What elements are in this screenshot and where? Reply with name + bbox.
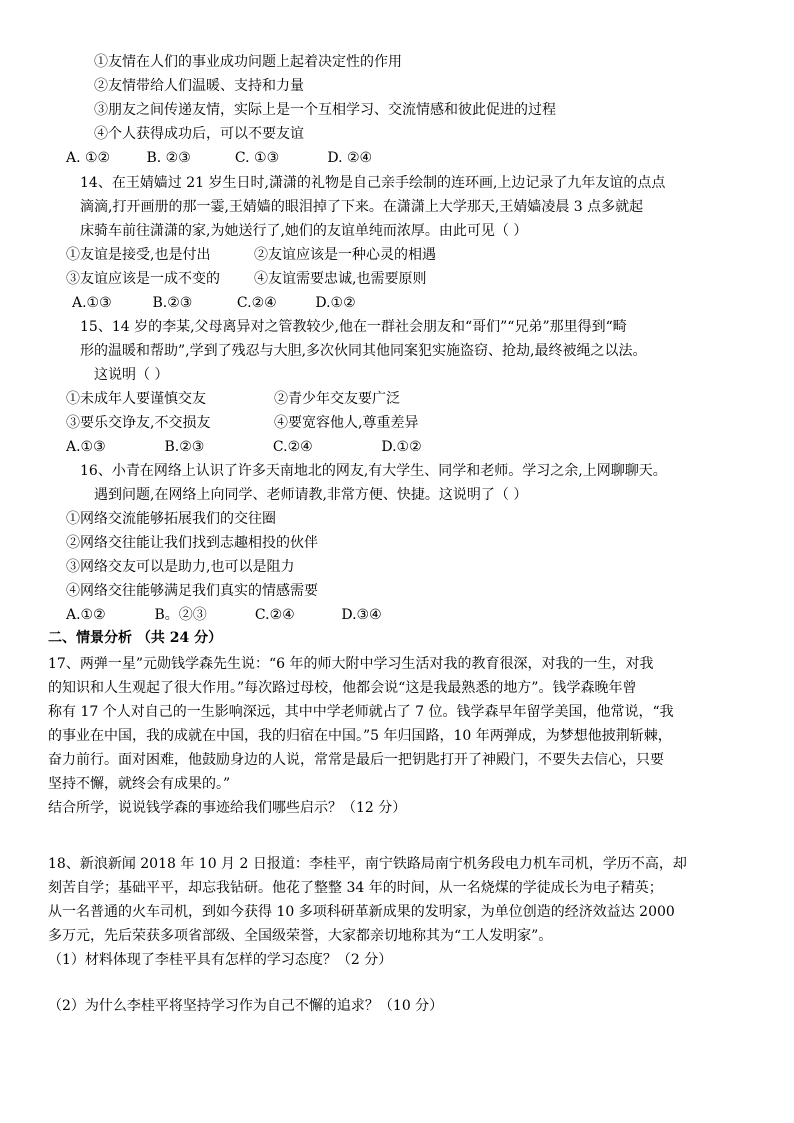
q16-stem-line-1: 16、小青在网络上认识了许多天南地北的网友,有大学生、同学和老师。学习之余,上网聊聊天。: [80, 463, 667, 479]
q15-statement-3: ③要乐交诤友,不交损友: [66, 415, 211, 431]
q17-line-5: 奋力前行。面对困难，他鼓励身边的人说，常常是最后一把钥匙打开了神殿门，不要失去信心，只要: [48, 752, 664, 768]
q17-line-1: 17、两弹一星”元勋钱学森先生说：“6 年的师大附中学习生活对我的教育很深，对我的一生，对我: [48, 656, 654, 672]
q15-option-b: B.②③: [164, 439, 205, 455]
q15-stem-line-1: 15、14 岁的李某,父母离异对之管教较少,他在一群社会朋友和“哥们”“兄弟”那里得到“畸: [80, 319, 627, 335]
q17-question: 结合所学，说说钱学森的事迹给我们哪些启示？（12 分）: [48, 800, 407, 816]
q18-line-4: 多万元，先后荣获多项省部级、全国级荣誉，大家都亲切地称其为“工人发明家”。: [48, 928, 553, 944]
q15-statement-1: ①未成年人要谨慎交友: [66, 391, 206, 407]
q14-stem-line-2: 滴滴,打开画册的那一霎,王婧嫱的眼泪掉了下来。在潇潇上大学那天,王婧嫱凌晨 3 点多就起: [80, 199, 644, 215]
q16-options: [66, 608, 382, 622]
q14-option-d: D.①②: [315, 295, 356, 311]
q15-stem-line-2: 形的温暖和帮助”,学到了残忍与大胆,多次伙同其他同案犯实施盗窃、抢劫,最终被绳之以法。: [80, 343, 647, 359]
q16-option-b: B。②③: [154, 607, 207, 623]
q18-line-3: 从一名普通的火车司机，到如今获得 10 多项科研革新成果的发明家，为单位创造的经济效益达 2000: [48, 904, 675, 920]
q16-option-a: A.①②: [66, 607, 106, 623]
q18-subquestion-1: （1）材料体现了李桂平具有怎样的学习态度？（2 分）: [48, 952, 393, 968]
q18-line-1: 18、新浪新闻 2018 年 10 月 2 日报道：李桂平，南宁铁路局南宁机务段电力机车司机，学历不高，却: [48, 856, 687, 872]
q15-stem-line-3: 这说明（ ）: [94, 367, 169, 383]
q13-option-a: A. ①②: [66, 150, 111, 166]
section-heading: 二、情景分析 （共 24 分）: [48, 630, 223, 646]
q16-option-d: D.③④: [341, 607, 382, 623]
q15-options: [66, 440, 422, 454]
q13-statement-3: ③朋友之间传递友情，实际上是一个互相学习、交流情感和彼此促进的过程: [94, 102, 556, 118]
q13-option-c: C. ①③: [234, 150, 280, 166]
q14-statement-2: ②友谊应该是一种心灵的相遇: [254, 247, 436, 263]
q17-line-6: 坚持不懈，就终会有成果的。”: [48, 776, 231, 792]
q18-subquestion-2: （2）为什么李桂平将坚持学习作为自己不懈的追求？（10 分）: [48, 998, 444, 1014]
q16-statement-3: ③网络交友可以是助力,也可以是阻力: [66, 559, 295, 575]
q15-statement-4: ④要宽容他人,尊重差异: [274, 415, 419, 431]
q17-line-4: 的事业在中国，我的成就在中国，我的归宿在中国。”5 年归国路，10 年两弹成，为梦想他披荆斩棘，: [48, 728, 672, 744]
q13-statement-1: ①友情在人们的事业成功问题上起着决定性的作用: [94, 54, 402, 70]
q18-line-2: 刻苦自学；基础平平，却忘我钻研。他花了整整 34 年的时间，从一名烧煤的学徒成长为电子精英；: [48, 880, 663, 896]
q15-option-a: A.①③: [66, 439, 106, 455]
q14-stem-line-3: 床骑车前往潇潇的家,为她送行了,她们的友谊单纯而浓厚。由此可见（ ）: [80, 223, 528, 239]
q14-statement-4: ④友谊需要忠诚,也需要原则: [254, 271, 427, 287]
q16-stem-line-2: 遇到问题,在网络上向同学、老师请教,非常方便、快捷。这说明了（ ）: [94, 487, 528, 503]
q15-option-c: C.②④: [272, 439, 313, 455]
q13-statement-2: ②友情带给人们温暖、支持和力量: [94, 78, 304, 94]
q13-statement-4: ④个人获得成功后，可以不要友谊: [94, 126, 304, 142]
q14-statement-3: ③友谊应该是一成不变的: [66, 271, 220, 287]
q17-line-3: 称有 17 个人对自己的一生影响深远，其中中学老师就占了 7 位。钱学森早年留学美国，他常说，“我: [48, 704, 674, 720]
q14-options: [72, 296, 356, 310]
q13-option-d: D. ②④: [327, 150, 373, 166]
q14-option-a: A.①③: [72, 295, 112, 311]
q14-statement-1: ①友谊是接受,也是付出: [66, 247, 211, 263]
q15-option-d: D.①②: [381, 439, 422, 455]
q13-options: [66, 151, 372, 165]
q14-stem-line-1: 14、在王婧嫱过 21 岁生日时,潇潇的礼物是自己亲手绘制的连环画,上边记录了九年友谊的点点: [80, 175, 666, 191]
q16-option-c: C.②④: [254, 607, 295, 623]
q13-option-b: B. ②③: [146, 150, 191, 166]
q14-option-c: C.②④: [236, 295, 277, 311]
q17-line-2: 的知识和人生观起了很大作用。”每次路过母校，他都会说“这是我最熟悉的地方”。钱学森晚年曾: [48, 680, 637, 696]
q16-statement-1: ①网络交流能够拓展我们的交往圈: [66, 511, 276, 527]
q16-statement-2: ②网络交往能让我们找到志趣相投的伙伴: [66, 535, 318, 551]
q14-option-b: B.②③: [152, 295, 193, 311]
q15-statement-2: ②青少年交友要广泛: [274, 391, 400, 407]
q16-statement-4: ④网络交往能够满足我们真实的情感需要: [66, 583, 318, 599]
